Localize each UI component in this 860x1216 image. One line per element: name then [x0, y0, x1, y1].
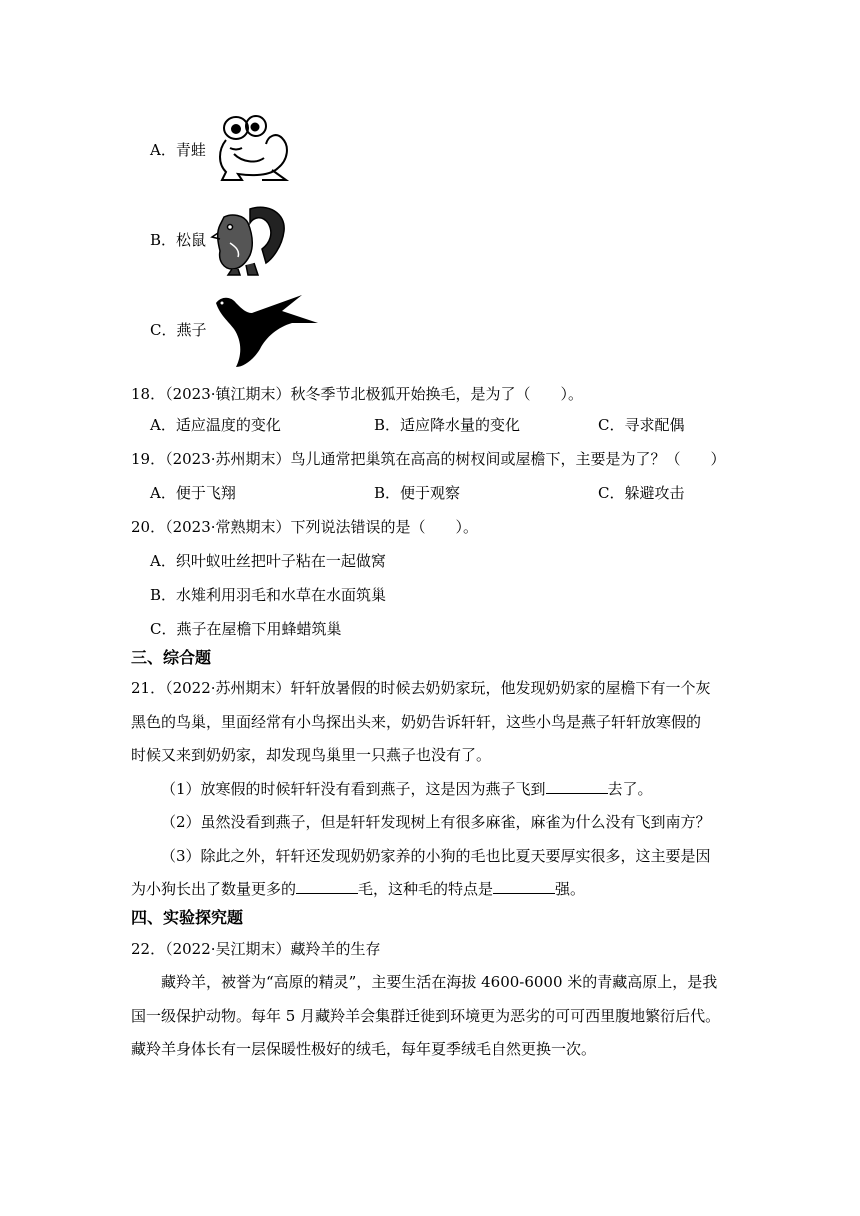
q21-sub-3-line-2 — [131, 879, 585, 899]
q18-option-a[interactable]: A．适应温度的变化 — [150, 416, 281, 434]
q19-option-b[interactable]: B．便于观察 — [374, 484, 461, 502]
q18-option-c[interactable]: C．寻求配偶 — [598, 416, 685, 434]
q20-option-b[interactable]: B．水雉利用羽毛和水草在水面筑巢 — [150, 586, 387, 604]
q21-stem-line-2: 黑色的鸟巢，里面经常有小鸟探出头来，奶奶告诉轩轩，这些小鸟是燕子轩轩放寒假的 — [131, 713, 702, 731]
q22-para-line-3: 藏羚羊身体长有一层保暖性极好的绒毛，每年夏季绒毛自然更换一次。 — [131, 1040, 597, 1058]
q21-sub-3-line-1: （3）除此之外，轩轩还发现奶奶家养的小狗的毛也比夏天要厚实很多，这主要是因 — [161, 847, 711, 865]
q21-sub-3-blank-1[interactable] — [296, 879, 358, 894]
q22-para-line-1: 藏羚羊，被誉为“高原的精灵”，主要生活在海拔 4600-6000 米的青藏高原上，是我 — [161, 973, 718, 991]
q18-option-b[interactable]: B．适应降水量的变化 — [374, 416, 521, 434]
q22-para-line-2: 国一级保护动物。每年 5 月藏羚羊会集群迁徙到环境更为恶劣的可可西里腹地繁衍后代。 — [131, 1007, 721, 1025]
q21-stem-line-3: 时候又来到奶奶家，却发现鸟巢里一只燕子也没有了。 — [131, 746, 492, 764]
q20-stem: 20．（2023·常熟期末）下列说法错误的是（ ）。 — [131, 518, 479, 536]
q21-sub-2: （2）虽然没看到燕子，但是轩轩发现树上有很多麻雀，麻雀为什么没有飞到南方？ — [161, 813, 711, 831]
q22-stem: 22．（2022·吴江期末）藏羚羊的生存 — [131, 940, 381, 958]
squirrel-icon — [210, 203, 290, 277]
q21-stem-line-1: 21．（2022·苏州期末）轩轩放暑假的时候去奶奶家玩，他发现奶奶家的屋檐下有一个灰 — [131, 679, 711, 697]
q21-sub-1-text-b: 去了。 — [607, 780, 653, 798]
q21-sub-3-blank-2[interactable] — [493, 879, 555, 894]
q20-option-c[interactable]: C．燕子在屋檐下用蜂蜡筑巢 — [150, 620, 342, 638]
q21-sub-3-text-b: 毛，这种毛的特点是 — [358, 880, 494, 898]
swallow-icon — [212, 293, 320, 369]
q21-sub-1 — [161, 779, 653, 799]
frog-icon — [212, 110, 296, 186]
q19-option-a[interactable]: A．便于飞翔 — [150, 484, 236, 502]
q17-option-a[interactable]: A．青蛙 — [150, 141, 206, 159]
section-3-heading: 三、综合题 — [131, 648, 212, 667]
q19-stem: 19．（2023·苏州期末）鸟儿通常把巢筑在高高的树杈间或屋檐下，主要是为了？（ ） — [131, 450, 726, 468]
q18-stem: 18．（2023·镇江期末）秋冬季节北极狐开始换毛，是为了（ ）。 — [131, 385, 584, 403]
q21-sub-3-text-a: 为小狗长出了数量更多的 — [131, 880, 297, 898]
q21-sub-1-text-a: （1）放寒假的时候轩轩没有看到燕子，这是因为燕子飞到 — [161, 780, 546, 798]
q21-sub-3-text-c: 强。 — [555, 880, 586, 898]
q17-option-b[interactable]: B．松鼠 — [150, 231, 207, 249]
q19-option-c[interactable]: C．躲避攻击 — [598, 484, 685, 502]
q17-option-c[interactable]: C．燕子 — [150, 321, 207, 339]
q21-sub-1-blank[interactable] — [546, 779, 608, 794]
q20-option-a[interactable]: A．织叶蚁吐丝把叶子粘在一起做窝 — [150, 552, 386, 570]
section-4-heading: 四、实验探究题 — [131, 908, 244, 927]
